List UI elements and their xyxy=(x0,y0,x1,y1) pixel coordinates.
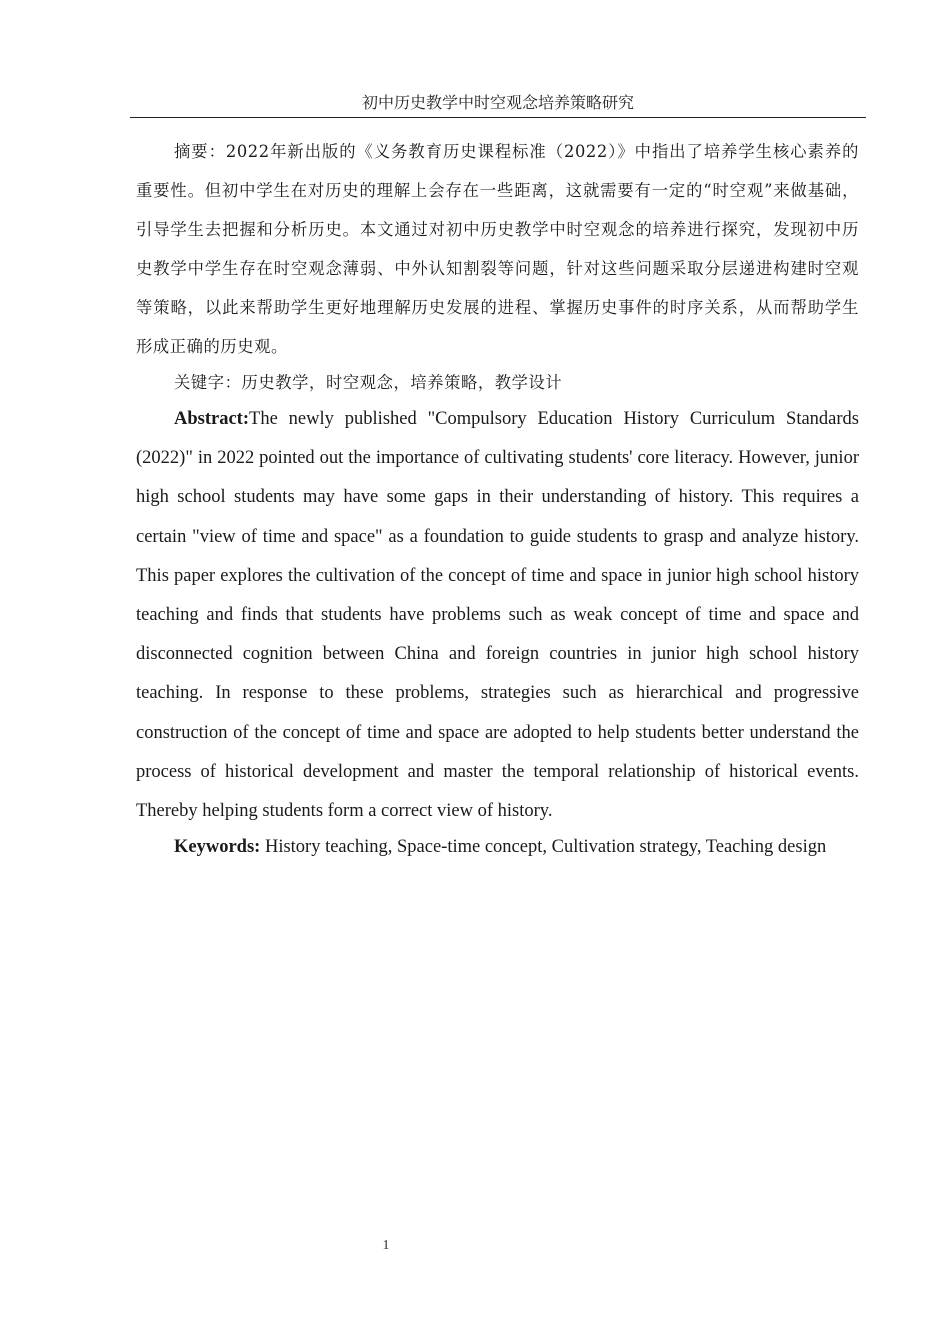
english-keywords-label: Keywords: xyxy=(174,837,261,857)
english-abstract-text: The newly published "Compulsory Education History Curriculum Standards (2022)" in 2022 pointed out the importance of cultivating students' core literacy. However, junior high school students may have some gaps in their understanding of history. This requires a certain "view of time and space" as a foundation to guide students to grasp and analyze history. This paper explores the cultivation of the concept of time and space in junior high school history teaching and finds that students have problems such as weak concept of time and space and disconnected cognition between China and foreign countries in junior high school history teaching. In response to these problems, strategies such as hierarchical and progressive construction of the concept of time and space are adopted to help students better understand the process of historical development and master the temporal relationship of historical events. Thereby helping students form a correct view of history. xyxy=(136,409,859,822)
chinese-keywords xyxy=(136,363,859,402)
english-abstract xyxy=(136,400,859,831)
page-number: 1 xyxy=(382,1238,390,1253)
english-keywords xyxy=(136,828,859,867)
chinese-keywords-text: 历史教学，时空观念，培养策略，教学设计 xyxy=(241,373,563,392)
english-abstract-label: Abstract: xyxy=(174,409,250,429)
chinese-keywords-label: 关键字： xyxy=(174,373,242,392)
chinese-abstract-label: 摘要： xyxy=(174,142,226,161)
header-rule xyxy=(130,117,866,118)
chinese-abstract-text: 2022年新出版的《义务教育历史课程标准（2022）》中指出了培养学生核心素养的重要性。但初中学生在对历史的理解上会存在一些距离，这就需要有一定的“时空观”来做基础，引导学生去把握和分析历史。本文通过对初中历史教学中时空观念的培养进行探究，发现初中历史教学中学生存在时空观念薄弱、中外认知割裂等问题，针对这些问题采取分层递进构建时空观等策略，以此来帮助学生更好地理解历史发展的进程、掌握历史事件的时序关系，从而帮助学生形成正确的历史观。 xyxy=(136,142,859,356)
english-keywords-text: History teaching, Space-time concept, Cultivation strategy, Teaching design xyxy=(260,837,827,857)
chinese-abstract xyxy=(136,132,859,366)
running-header: 初中历史教学中时空观念培养策略研究 xyxy=(361,93,634,112)
